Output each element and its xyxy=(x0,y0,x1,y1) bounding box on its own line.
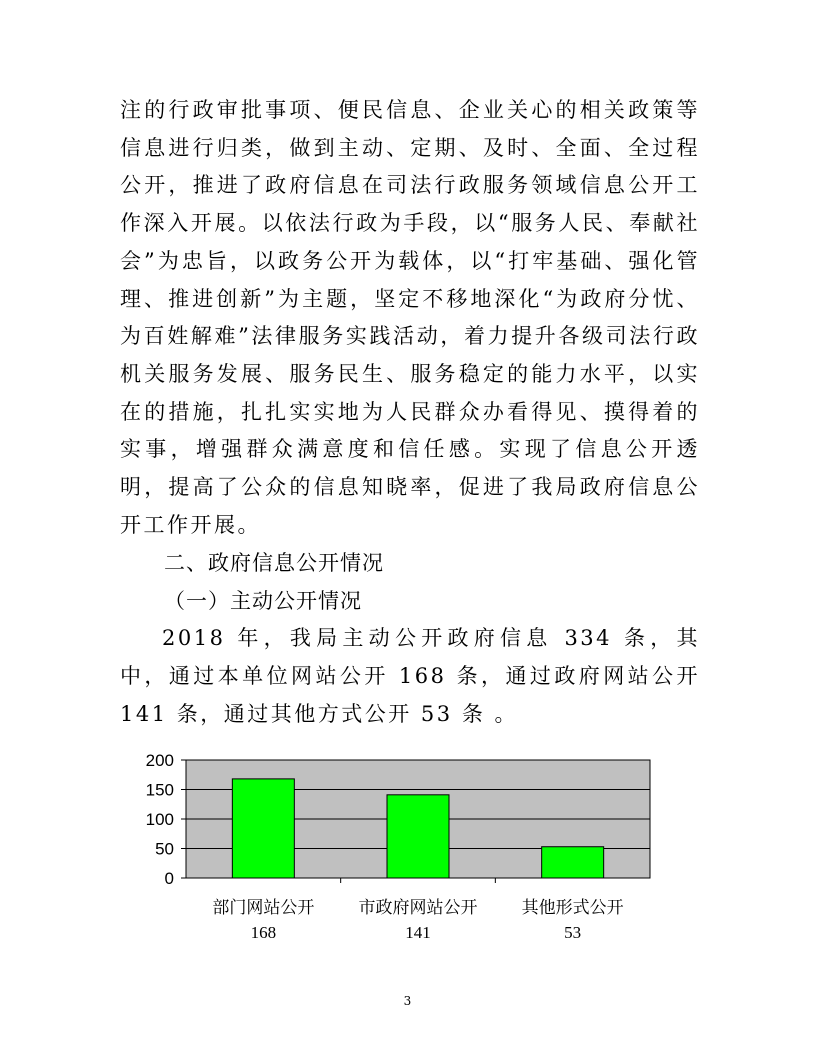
y-tick-label: 50 xyxy=(155,839,174,859)
bar xyxy=(387,795,449,878)
y-tick-label: 150 xyxy=(145,780,174,800)
y-tick-label: 100 xyxy=(145,810,174,829)
y-tick-label: 200 xyxy=(145,751,174,770)
bar-chart xyxy=(120,740,680,960)
category-value-label: 168 xyxy=(250,923,277,942)
bar xyxy=(542,847,604,878)
paragraph-stats: 2018 年，我局主动公开政府信息 334 条，其中，通过本单位网站公开 168 条，通过政府网站公开 141 条，通过其他方式公开 53 条 。 xyxy=(120,626,700,726)
category-label: 部门网站公开 xyxy=(212,898,315,918)
category-value-label: 141 xyxy=(405,923,431,942)
body-text xyxy=(120,92,700,734)
bar xyxy=(232,779,294,878)
category-label: 市政府网站公开 xyxy=(358,898,478,918)
category-label: 其他形式公开 xyxy=(521,898,624,918)
y-tick-label: 0 xyxy=(164,869,174,888)
bar-chart-svg xyxy=(120,740,680,960)
subsection-heading: （一）主动公开情况 xyxy=(164,589,362,614)
section-heading: 二、政府信息公开情况 xyxy=(164,551,384,576)
page-number: 3 xyxy=(403,994,412,1008)
category-value-label: 53 xyxy=(564,923,582,942)
paragraph-continuation: 注的行政审批事项、便民信息、企业关心的相关政策等信息进行归类，做到主动、定期、及时、全面、全过程公开，推进了政府信息在司法行政服务领域信息公开工作深入开展。以依法行政为手段，以“服务人民、奉献社会”为忠旨，以政务公开为载体，以“打牢基础、强化管理、推进创新”为主题，坚定不移地深化“为政府分忧、为百姓解难”法律服务实践活动，着力提升各级司法行政机关服务发展、服务民生、服务稳定的能力水平，以实在的措施，扎扎实实地为人民群众办看得见、摸得着的实事，增强群众满意度和信任感。实现了信息公开透明，提高了公众的信息知晓率，促进了我局政府信息公开工作开展。 xyxy=(120,98,700,537)
